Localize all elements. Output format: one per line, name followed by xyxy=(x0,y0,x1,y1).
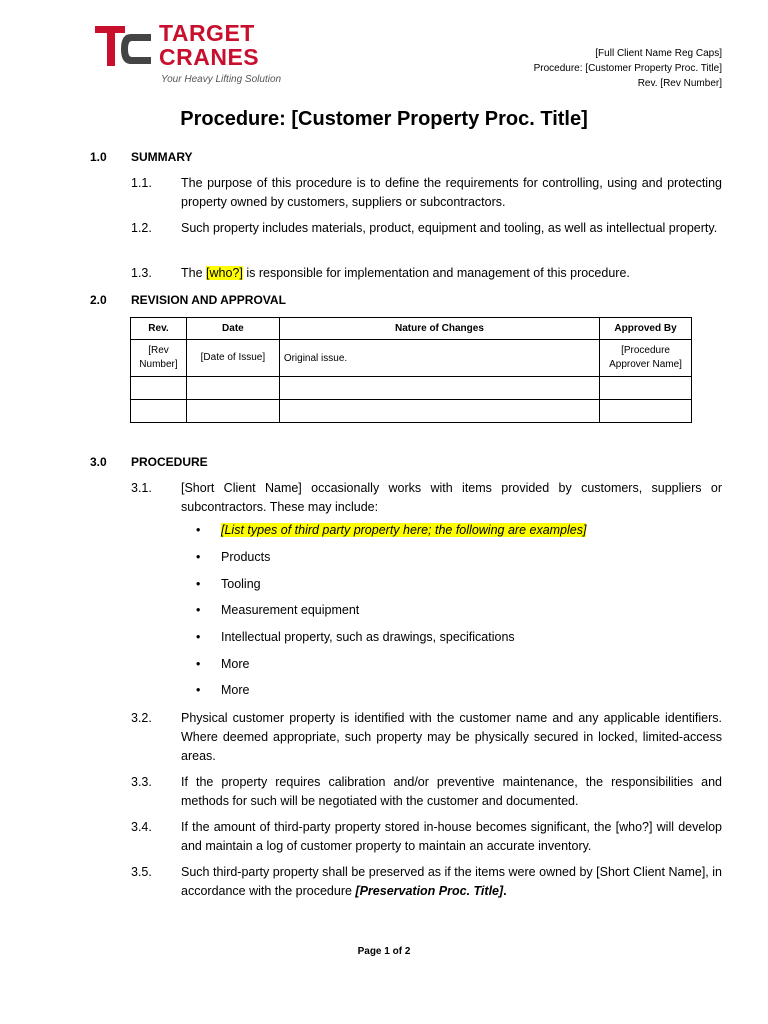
page-number xyxy=(0,946,768,957)
column-header: Nature of Changes xyxy=(279,318,599,340)
column-header: Rev. xyxy=(131,318,187,340)
list-item-text: Products xyxy=(221,550,271,564)
paragraph-number: 3.4. xyxy=(131,820,152,834)
paragraph-number: 3.1. xyxy=(131,481,152,495)
paragraph-text: If the property requires calibration and/or preventive maintenance, the responsibilities and methods for such will be negotiated with the customer and documented. xyxy=(181,775,722,808)
procedure-reference: [Preservation Proc. Title] xyxy=(355,884,504,898)
table-cell xyxy=(279,377,599,400)
list-item-text: Measurement equipment xyxy=(221,603,360,617)
bullet-icon: • xyxy=(196,550,201,564)
company-logo xyxy=(95,20,282,88)
table-cell: Original issue. xyxy=(279,340,599,377)
section-title: PROCEDURE xyxy=(131,455,208,469)
list-item-text: [List types of third party property here; the following are examples] xyxy=(221,523,587,537)
list-item-text: Tooling xyxy=(221,577,261,591)
table-cell xyxy=(279,400,599,423)
table-cell xyxy=(600,377,692,400)
paragraph-3-4 xyxy=(131,818,722,856)
section-number: 1.0 xyxy=(90,150,107,164)
document-title: Procedure: [Customer Property Proc. Title] xyxy=(180,108,588,130)
section-heading-summary xyxy=(90,150,193,164)
paragraph-number: 1.3. xyxy=(131,266,152,280)
page-number-text: Page 1 of 2 xyxy=(357,946,411,957)
table-row xyxy=(131,377,692,400)
list-item-text: Intellectual property, such as drawings, specifications xyxy=(221,630,515,644)
paragraph-number: 3.2. xyxy=(131,711,152,725)
bullet-icon: • xyxy=(196,683,201,697)
section-heading-revision xyxy=(90,293,286,307)
table-row xyxy=(131,340,692,377)
paragraph-3-3 xyxy=(131,773,722,811)
tc-monogram-icon xyxy=(95,24,153,72)
text-run: is responsible for implementation and management of this procedure. xyxy=(242,266,630,280)
section-heading-procedure xyxy=(90,455,208,469)
section-number: 3.0 xyxy=(90,455,107,469)
logo-word-target: TARGET xyxy=(159,20,255,46)
paragraph-3-5 xyxy=(131,863,722,901)
table-cell xyxy=(186,377,279,400)
paragraph-1-1 xyxy=(131,174,722,212)
table-header-row xyxy=(131,318,692,340)
paragraph-text: Such property includes materials, product, equipment and tooling, as well as intellectual property. xyxy=(181,221,718,235)
table-cell: [Date of Issue] xyxy=(186,340,279,377)
section-title: SUMMARY xyxy=(131,150,193,164)
table-cell xyxy=(600,400,692,423)
text-run: Such third-party property shall be preserved as if the items were owned by [Short Client Name], in accordance with the procedure xyxy=(181,865,722,898)
list-item-text: More xyxy=(221,657,250,671)
bullet-icon: • xyxy=(196,630,201,644)
paragraph-text: If the amount of third-party property stored in-house becomes significant, the [who?] will develop and maintain a log of customer property to maintain an accurate inventory. xyxy=(181,820,722,853)
paragraph-text xyxy=(181,264,722,283)
logo-tagline: Your Heavy Lifting Solution xyxy=(161,74,282,85)
table-cell xyxy=(186,400,279,423)
header-revision: Rev. [Rev Number] xyxy=(637,78,722,89)
bullet-icon: • xyxy=(196,603,201,617)
logo-word-cranes: CRANES xyxy=(159,44,260,70)
header-client-name: [Full Client Name Reg Caps] xyxy=(595,48,722,59)
revision-table xyxy=(130,317,692,423)
bullet-icon: • xyxy=(196,657,201,671)
paragraph-1-2 xyxy=(131,219,722,238)
paragraph-text: Physical customer property is identified with the customer name and any applicable identifiers. Where deemed appropriate, such property may be physically secured in locked, limited-access areas. xyxy=(181,711,722,763)
header-procedure: Procedure: [Customer Property Proc. Title] xyxy=(533,63,722,74)
list-item-text: More xyxy=(221,683,250,697)
table-cell xyxy=(131,400,187,423)
paragraph-number: 3.3. xyxy=(131,775,152,789)
section-number: 2.0 xyxy=(90,293,107,307)
section-title: REVISION AND APPROVAL xyxy=(131,293,286,307)
table-cell xyxy=(131,377,187,400)
text-run: The xyxy=(181,266,207,280)
bullet-icon: • xyxy=(196,577,201,591)
paragraph-number: 3.5. xyxy=(131,865,152,879)
column-header: Date xyxy=(186,318,279,340)
paragraph-1-3 xyxy=(131,264,722,283)
paragraph-number: 1.2. xyxy=(131,221,152,235)
paragraph-3-1 xyxy=(131,479,722,517)
paragraph-text: The purpose of this procedure is to define the requirements for controlling, using and protecting property owned by customers, suppliers or subcontractors. xyxy=(181,176,722,209)
text-run: . xyxy=(503,884,507,898)
paragraph-3-2 xyxy=(131,709,722,766)
document-header-info xyxy=(534,46,722,91)
paragraph-text: [Short Client Name] occasionally works with items provided by customers, suppliers or subcontractors. These may include: xyxy=(181,481,722,514)
table-cell: [Rev Number] xyxy=(131,340,187,377)
table-row xyxy=(131,400,692,423)
table-cell: [Procedure Approver Name] xyxy=(600,340,692,377)
paragraph-number: 1.1. xyxy=(131,176,152,190)
bullet-icon: • xyxy=(196,523,201,537)
paragraph-text xyxy=(181,863,722,901)
highlight-placeholder: [who?] xyxy=(206,266,243,280)
column-header: Approved By xyxy=(600,318,692,340)
